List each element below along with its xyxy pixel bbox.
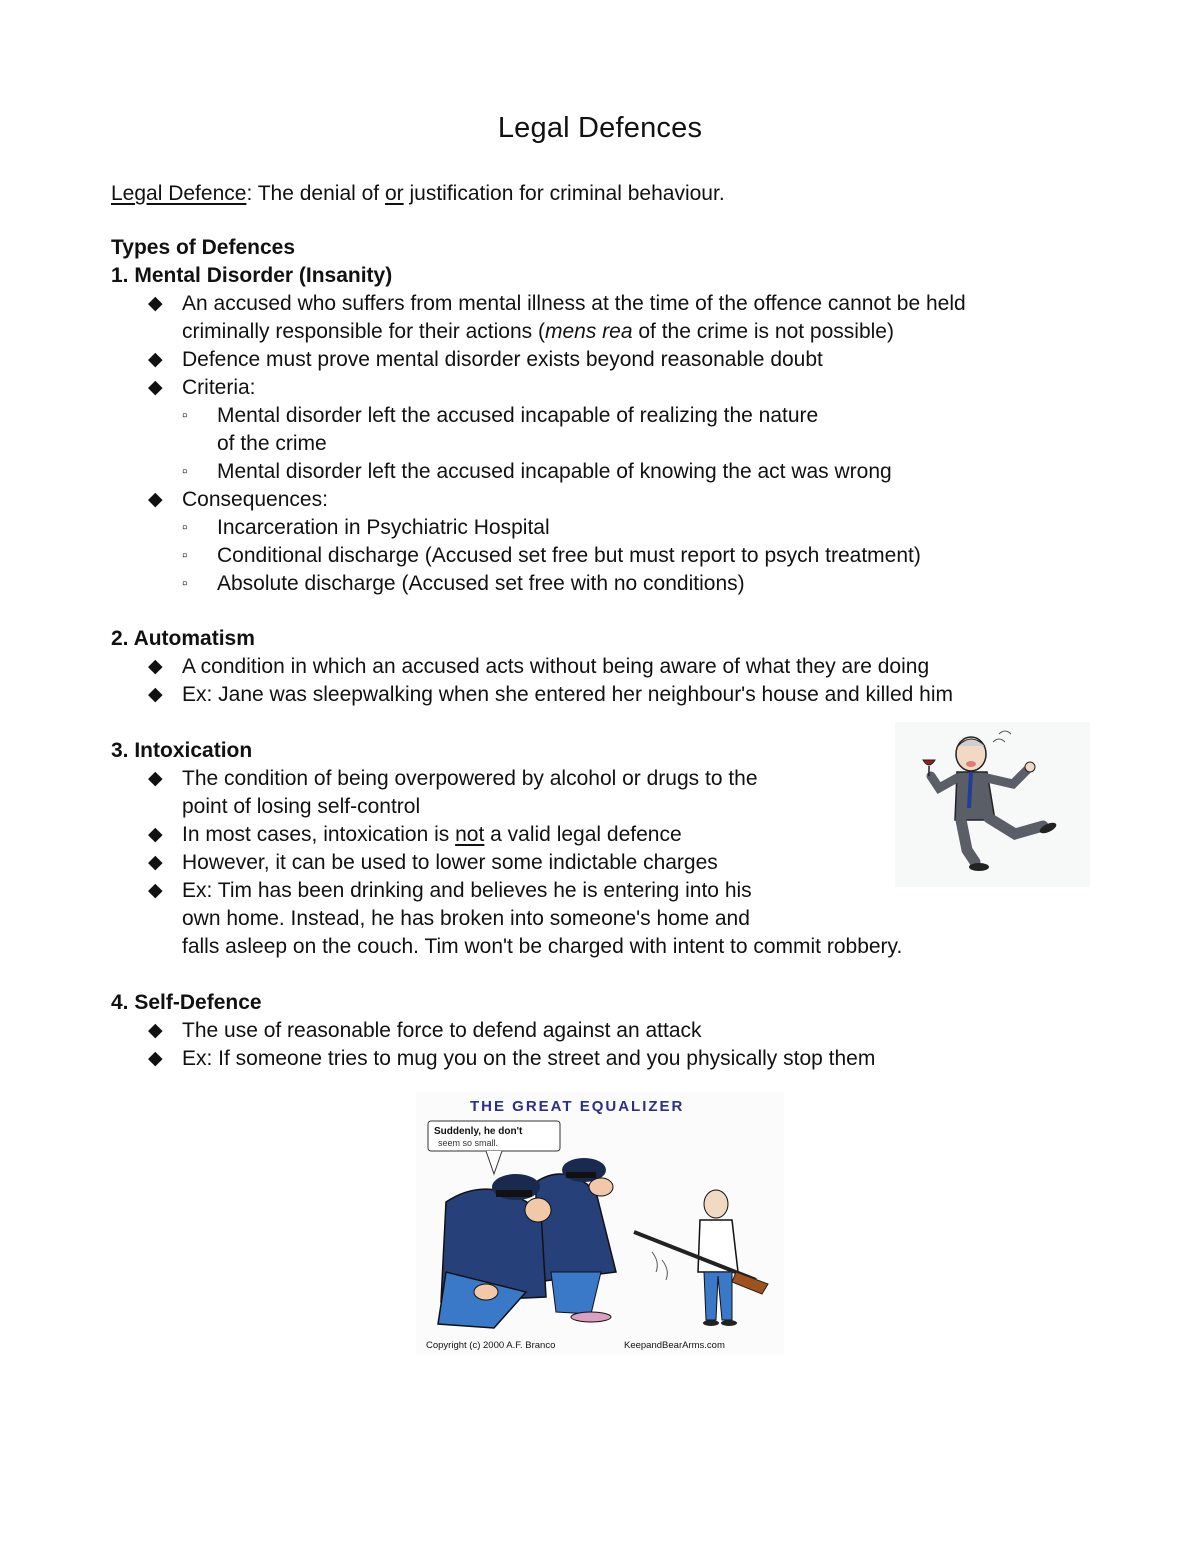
- automatism-bullet-1: A condition in which an accused acts without being aware of what they are doing: [182, 655, 930, 678]
- intoxication-bullet-4-line-3: falls asleep on the couch. Tim won't be charged with intent to commit robbery.: [182, 935, 903, 958]
- mental-bullet-2: Defence must prove mental disorder exists beyond reasonable doubt: [182, 348, 823, 371]
- cartoon-speech-line-2: seem so small.: [438, 1138, 499, 1148]
- mental-bullet-consequences: Consequences:: [182, 488, 328, 511]
- bullet-diamond-icon: ◆: [148, 656, 163, 677]
- definition-line: [111, 180, 725, 208]
- bullet-diamond-icon: ◆: [148, 1048, 163, 1069]
- criteria-1-line-2: of the crime: [217, 432, 327, 455]
- self-defence-heading: 4. Self-Defence: [111, 991, 262, 1014]
- intoxication-heading: 3. Intoxication: [111, 739, 253, 762]
- bullet-diamond-icon: ◆: [148, 768, 163, 789]
- sub-bullet-icon: ▫: [182, 547, 188, 564]
- page-title: Legal Defences: [497, 112, 703, 144]
- sub-bullet-icon: ▫: [182, 519, 188, 536]
- intoxication-bullet-2-text-a: In most cases, intoxication is: [182, 823, 456, 846]
- self-defence-bullet-2: Ex: If someone tries to mug you on the street and you physically stop them: [182, 1047, 876, 1070]
- types-heading: Types of Defences: [111, 236, 296, 259]
- definition-term: Legal Defence: [111, 182, 247, 205]
- bullet-diamond-icon: ◆: [148, 377, 163, 398]
- mens-rea-term: mens rea: [544, 320, 633, 343]
- cartoon-title: THE GREAT EQUALIZER: [470, 1098, 685, 1115]
- mental-disorder-heading: 1. Mental Disorder (Insanity): [111, 264, 393, 287]
- intoxication-bullet-3: However, it can be used to lower some indictable charges: [182, 851, 718, 874]
- definition-or: or: [384, 182, 404, 205]
- cartoon-speech-line-1: Suddenly, he don't: [434, 1126, 523, 1137]
- bullet-diamond-icon: ◆: [148, 1020, 163, 1041]
- great-equalizer-cartoon: [416, 1092, 784, 1354]
- intoxication-bullet-1-line-2: point of losing self-control: [182, 795, 421, 818]
- automatism-bullet-2: Ex: Jane was sleepwalking when she entered her neighbour's house and killed him: [182, 683, 953, 706]
- bullet-diamond-icon: ◆: [148, 852, 163, 873]
- self-defence-bullet-1: The use of reasonable force to defend against an attack: [182, 1019, 702, 1042]
- sub-bullet-icon: ▫: [182, 575, 188, 592]
- bullet-diamond-icon: ◆: [148, 824, 163, 845]
- sub-bullet-icon: ▫: [182, 407, 188, 424]
- bullet-diamond-icon: ◆: [148, 293, 163, 314]
- criteria-2: Mental disorder left the accused incapable of knowing the act was wrong: [217, 460, 892, 483]
- not-emphasis: not: [455, 823, 485, 846]
- intoxication-bullet-4-line-1: Ex: Tim has been drinking and believes he is entering into his: [182, 879, 752, 902]
- intoxication-bullet-4-line-2: own home. Instead, he has broken into someone's home and: [182, 907, 750, 930]
- sub-bullet-icon: ▫: [182, 463, 188, 480]
- drunk-man-illustration: [895, 722, 1090, 887]
- criteria-1-line-1: Mental disorder left the accused incapable of realizing the nature: [217, 404, 819, 427]
- intoxication-bullet-2: [182, 821, 682, 849]
- definition-text-b: justification for criminal behaviour.: [403, 182, 725, 205]
- bullet-diamond-icon: ◆: [148, 880, 163, 901]
- bullet-diamond-icon: ◆: [148, 349, 163, 370]
- consequence-2: Conditional discharge (Accused set free but must report to psych treatment): [217, 544, 921, 567]
- mental-bullet-criteria: Criteria:: [182, 376, 256, 399]
- bullet-diamond-icon: ◆: [148, 684, 163, 705]
- bullet-diamond-icon: ◆: [148, 489, 163, 510]
- automatism-heading: 2. Automatism: [111, 627, 255, 650]
- mental-bullet-1-line-2: [182, 318, 894, 346]
- intoxication-bullet-1-line-1: The condition of being overpowered by alcohol or drugs to the: [182, 767, 758, 790]
- intoxication-bullet-2-text-b: a valid legal defence: [484, 823, 682, 846]
- cartoon-copyright: Copyright (c) 2000 A.F. Branco: [426, 1340, 556, 1351]
- consequence-1: Incarceration in Psychiatric Hospital: [217, 516, 550, 539]
- definition-text-a: : The denial of: [246, 182, 385, 205]
- cartoon-site: KeepandBearArms.com: [624, 1340, 725, 1351]
- mental-bullet-1-text-a: criminally responsible for their actions (: [182, 320, 545, 343]
- mental-bullet-1-line-1: An accused who suffers from mental illness at the time of the offence cannot be held: [182, 292, 966, 315]
- consequence-3: Absolute discharge (Accused set free with no conditions): [217, 572, 745, 595]
- mental-bullet-1-text-b: of the crime is not possible): [632, 320, 894, 343]
